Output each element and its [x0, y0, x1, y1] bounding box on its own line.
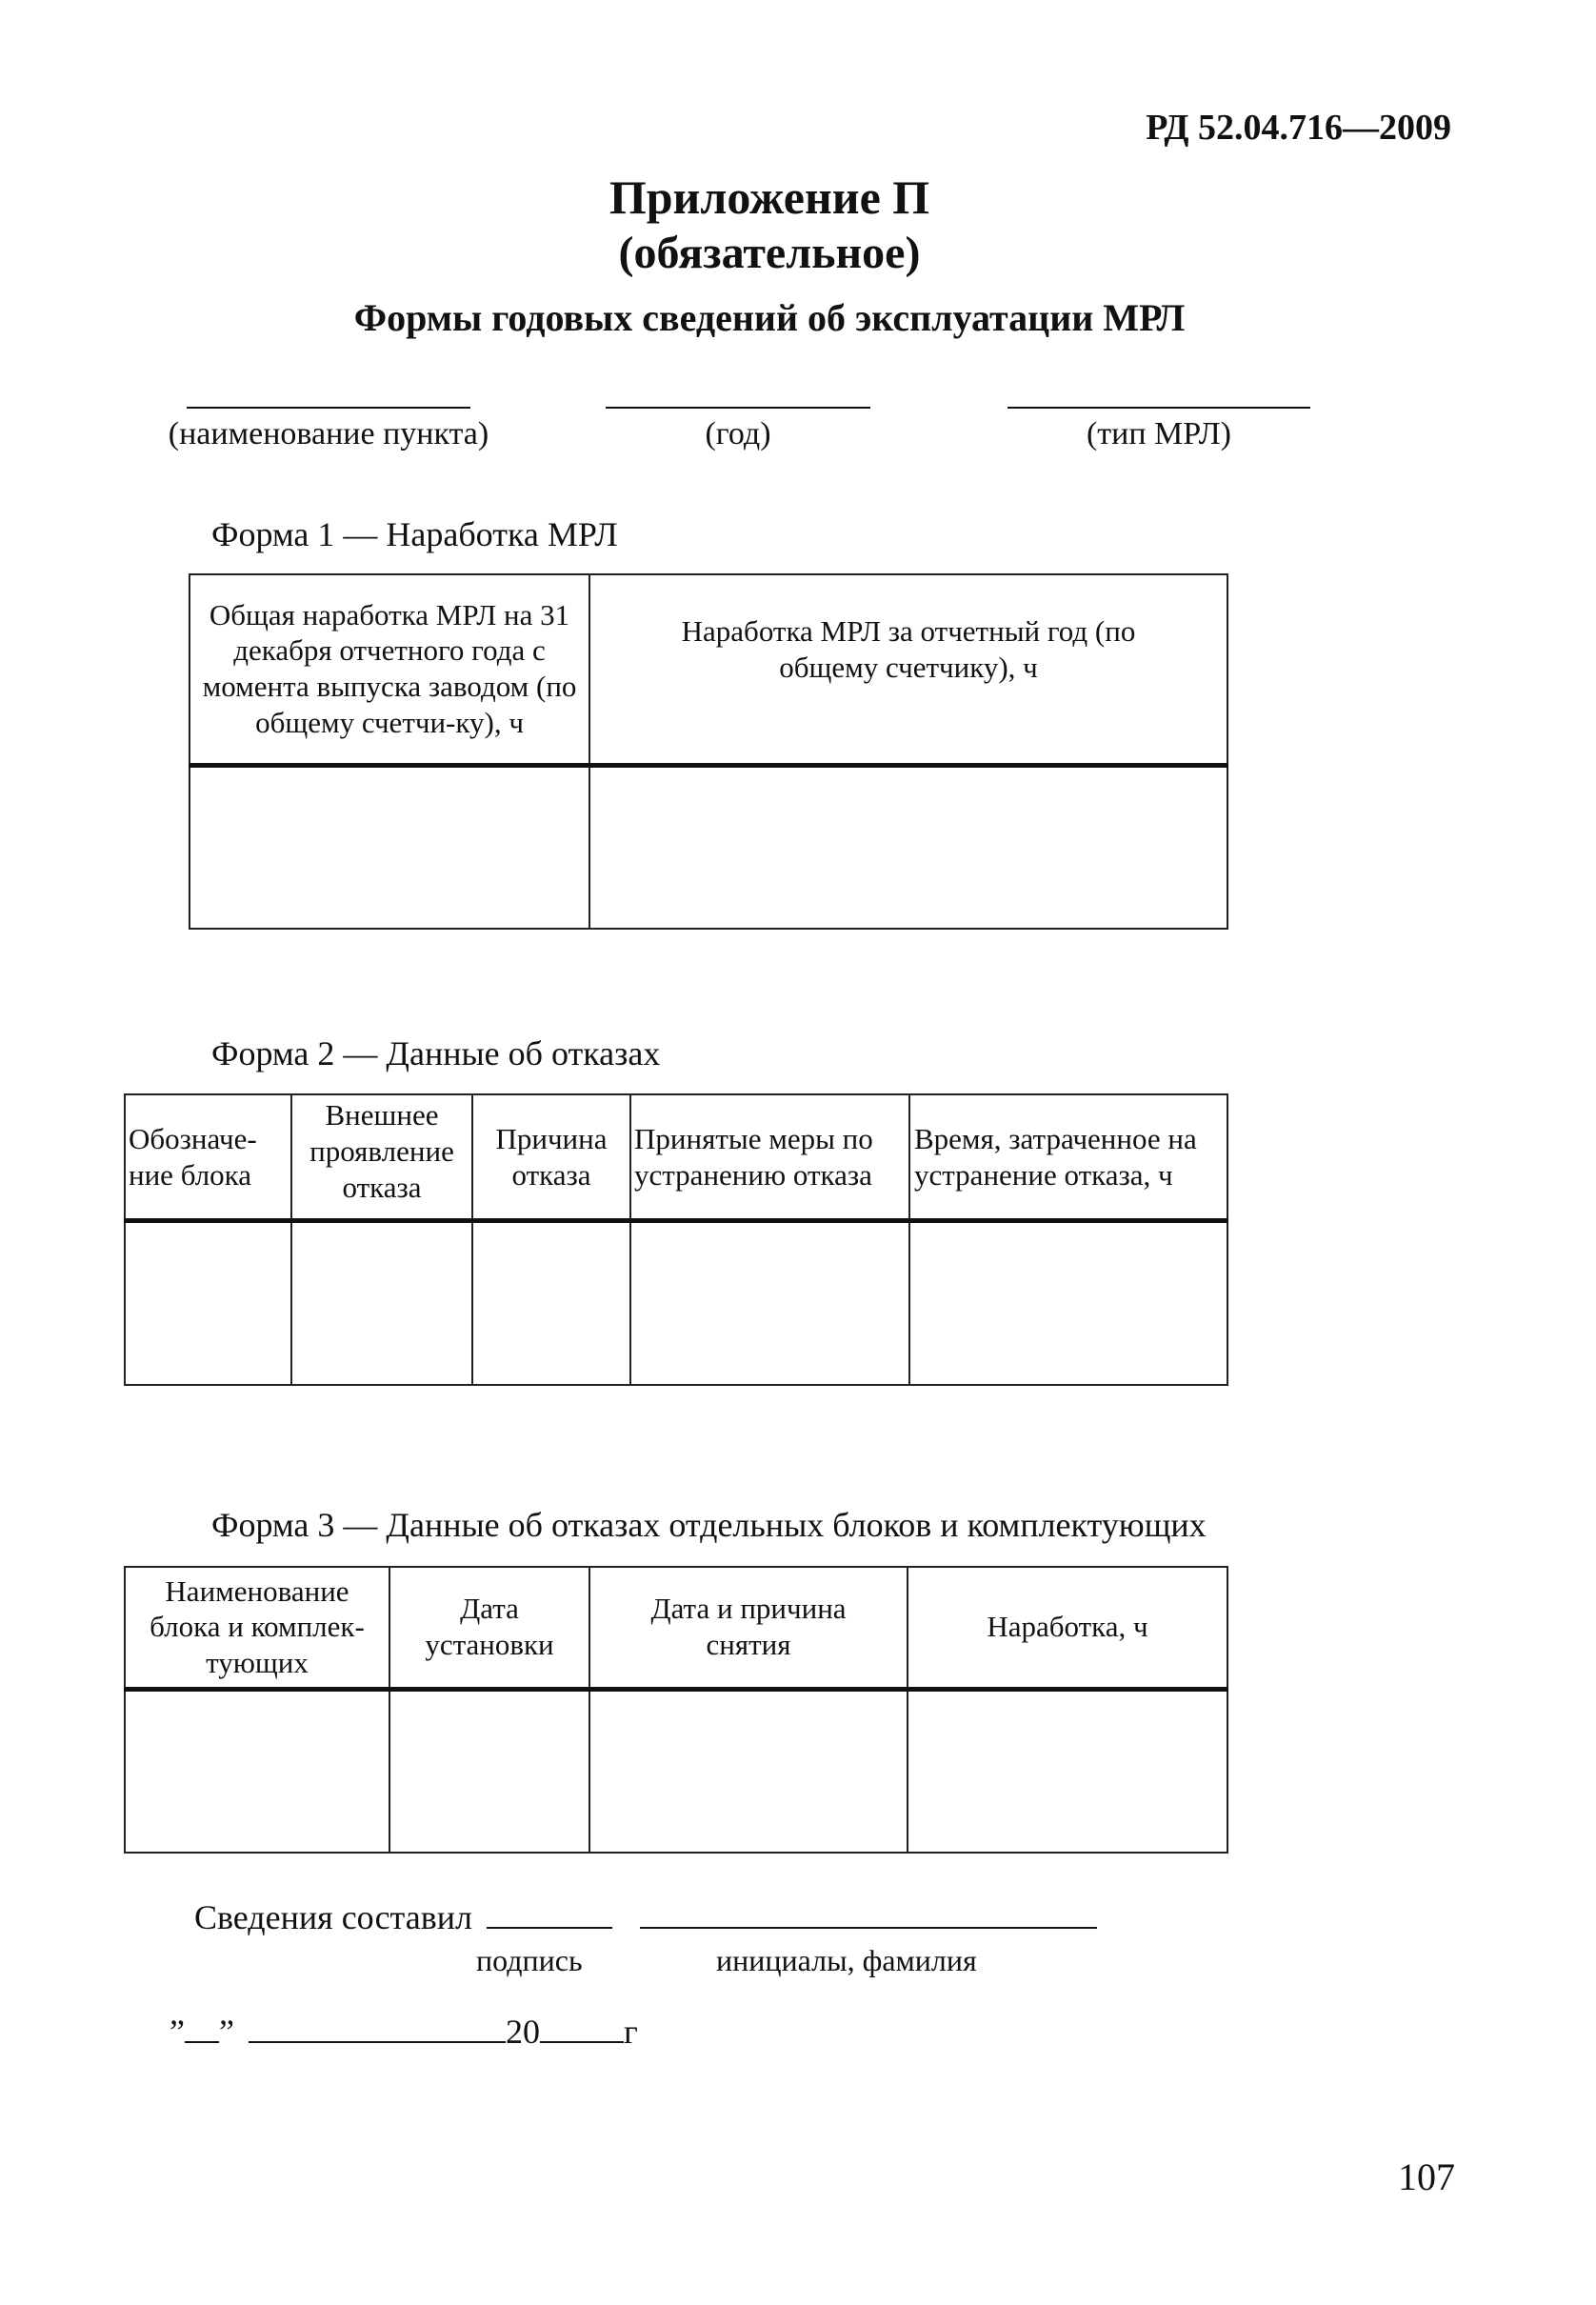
station-name-field[interactable]	[167, 407, 490, 452]
document-code: РД 52.04.716—2009	[1146, 108, 1451, 148]
radar-type-label: (тип МРЛ)	[1086, 416, 1232, 451]
radar-type-line	[1007, 407, 1310, 409]
form2-table	[124, 1093, 1228, 1386]
signature-blank[interactable]	[487, 1927, 612, 1929]
form3-col-component-name: Наименование блока и комплек-тующих	[125, 1567, 389, 1689]
station-name-label: (наименование пункта)	[168, 416, 489, 451]
station-name-line	[187, 407, 470, 409]
date-year-suffix: г	[623, 2013, 638, 2051]
form3-cell-removal-date-reason[interactable]	[589, 1689, 908, 1853]
date-line	[170, 2012, 638, 2052]
year-blank[interactable]	[540, 2041, 624, 2043]
name-caption: инициалы, фамилия	[716, 1943, 977, 1977]
date-year-prefix: 20	[505, 2013, 540, 2051]
radar-type-field[interactable]	[1007, 407, 1310, 452]
form2-col-corrective-action: Принятые меры по устранению отказа	[630, 1094, 909, 1221]
form3-cell-component-name[interactable]	[125, 1689, 389, 1853]
form2-cell-failure-cause[interactable]	[472, 1221, 630, 1385]
form3-col-install-date: Дата установки	[389, 1567, 589, 1689]
form3-col-operating-hours: Наработка, ч	[908, 1567, 1227, 1689]
form3-cell-operating-hours[interactable]	[908, 1689, 1227, 1853]
appendix-title: Приложение П	[608, 170, 930, 224]
appendix-status: (обязательное)	[618, 228, 921, 278]
year-field[interactable]	[606, 407, 870, 452]
day-blank[interactable]	[185, 2041, 219, 2043]
form3-cell-install-date[interactable]	[389, 1689, 589, 1853]
form1-caption: Форма 1 — Наработка МРЛ	[211, 515, 618, 553]
form3-caption: Форма 3 — Данные об отказах отдельных блоков и комплектующих	[211, 1506, 1207, 1544]
form1-col-total-hours: Общая наработка МРЛ на 31 декабря отчетного года с момента выпуска заводом (по общему счетчи-ку), ч	[190, 574, 589, 765]
form2-caption: Форма 2 — Данные об отказах	[211, 1034, 661, 1072]
form2-col-failure-symptom: Внешнее проявление отказа	[291, 1094, 472, 1221]
year-line	[606, 407, 870, 409]
month-blank[interactable]	[249, 2041, 506, 2043]
form3-col-removal-date-reason: Дата и причина снятия	[589, 1567, 908, 1689]
form2-cell-corrective-action[interactable]	[630, 1221, 909, 1385]
form1-col-year-hours: Наработка МРЛ за отчетный год (по общему счетчику), ч	[589, 574, 1227, 765]
form3-table	[124, 1566, 1228, 1854]
forms-heading: Формы годовых сведений об эксплуатации МРЛ	[353, 296, 1186, 339]
compiled-by-label: Сведения составил	[194, 1898, 472, 1936]
form2-cell-block-id[interactable]	[125, 1221, 291, 1385]
form2-cell-repair-time[interactable]	[909, 1221, 1227, 1385]
form1-cell-total-hours[interactable]	[190, 765, 589, 929]
form1-table	[189, 573, 1228, 930]
page-number: 107	[1398, 2155, 1455, 2198]
date-quote-open: ”	[170, 2013, 185, 2051]
form2-cell-failure-symptom[interactable]	[291, 1221, 472, 1385]
signature-caption: подпись	[476, 1943, 583, 1977]
form2-col-failure-cause: Причина отказа	[472, 1094, 630, 1221]
name-blank[interactable]	[640, 1927, 1097, 1929]
signature-line	[194, 1897, 1097, 1937]
form2-col-repair-time: Время, затраченное на устранение отказа, ч	[909, 1094, 1227, 1221]
form1-cell-year-hours[interactable]	[589, 765, 1227, 929]
form2-col-block-id: Обозначе-ние блока	[125, 1094, 291, 1221]
date-quote-close: ”	[218, 2013, 234, 2051]
year-label: (год)	[705, 416, 771, 451]
